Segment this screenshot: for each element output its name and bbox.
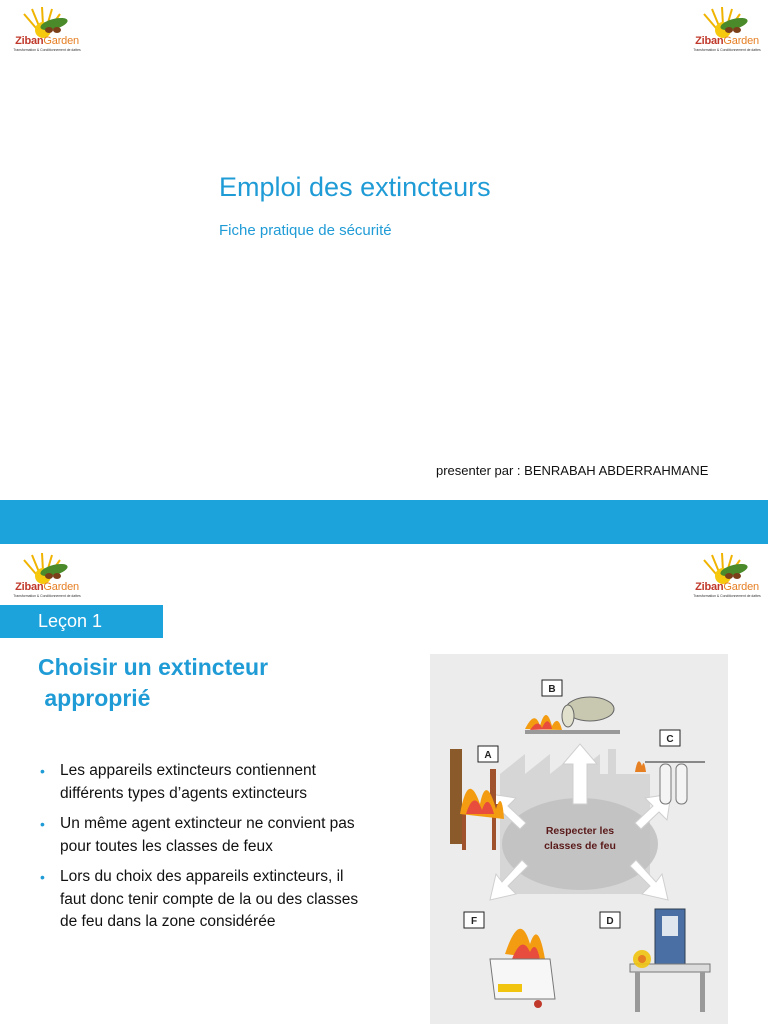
list-item: • Un même agent extincteur ne convient pas pour toutes les classes de feux bbox=[40, 815, 355, 855]
class-b-scene bbox=[525, 680, 620, 734]
logo-wordmark: ZibanGarden bbox=[15, 35, 79, 47]
class-d-scene bbox=[600, 909, 710, 1012]
heading-line-1: Choisir un extincteur bbox=[38, 654, 269, 680]
lesson-slide bbox=[0, 544, 768, 1024]
sun-palm-icon bbox=[682, 2, 768, 38]
company-logo-right bbox=[682, 548, 768, 600]
svg-text:D: D bbox=[606, 916, 614, 927]
lesson-tab bbox=[0, 605, 163, 638]
logo-tagline: Transformation & Conditionnement de dattes bbox=[13, 594, 81, 598]
sun-palm-icon bbox=[2, 548, 92, 584]
class-f-scene bbox=[464, 912, 555, 1008]
bullet-icon: • bbox=[40, 816, 45, 832]
class-a-scene bbox=[450, 746, 504, 850]
heading-line-2: approprié bbox=[38, 685, 151, 711]
list-item: • Les appareils extincteurs contiennent différents types d’agents extincteurs bbox=[40, 762, 316, 802]
list-item: • Lors du choix des appareils extincteurs, il faut donc tenir compte de la ou des classes de feu dans la zone considérée bbox=[40, 868, 359, 930]
logo-tagline: Transformation & Conditionnement de dattes bbox=[693, 594, 761, 598]
lesson-label: Leçon 1 bbox=[38, 611, 103, 631]
svg-text:A: A bbox=[484, 750, 492, 761]
bullet-list bbox=[40, 760, 370, 942]
title-slide bbox=[0, 0, 768, 500]
logo-wordmark: ZibanGarden bbox=[695, 35, 759, 47]
logo-wordmark: ZibanGarden bbox=[695, 581, 759, 593]
bullet-icon: • bbox=[40, 763, 45, 779]
center-label-1: Respecter les bbox=[545, 825, 615, 837]
svg-text:C: C bbox=[666, 734, 674, 745]
logo-tagline: Transformation & Conditionnement de dattes bbox=[13, 48, 81, 52]
flame-icon bbox=[635, 761, 646, 772]
company-logo-right bbox=[682, 2, 768, 54]
fire-classes-illustration bbox=[430, 654, 728, 1024]
lesson-heading bbox=[38, 652, 268, 714]
slide-subtitle: Fiche pratique de sécurité bbox=[219, 222, 392, 239]
company-logo bbox=[2, 548, 92, 600]
slide-title: Emploi des extincteurs bbox=[219, 172, 491, 202]
svg-text:F: F bbox=[470, 916, 478, 927]
logo-tagline: Transformation & Conditionnement de dattes bbox=[693, 48, 761, 52]
center-label-2: classes de feu bbox=[544, 840, 616, 852]
company-logo bbox=[2, 2, 92, 54]
slide-separator-band bbox=[0, 500, 768, 544]
fire-classes-diagram bbox=[430, 654, 728, 1024]
sun-palm-icon bbox=[682, 548, 768, 584]
svg-text:B: B bbox=[548, 684, 556, 695]
logo-wordmark: ZibanGarden bbox=[15, 581, 79, 593]
bullet-icon: • bbox=[40, 869, 45, 885]
presenter-credit: presenter par : BENRABAH ABDERRAHMANE bbox=[436, 463, 709, 478]
sun-palm-icon bbox=[2, 2, 92, 38]
